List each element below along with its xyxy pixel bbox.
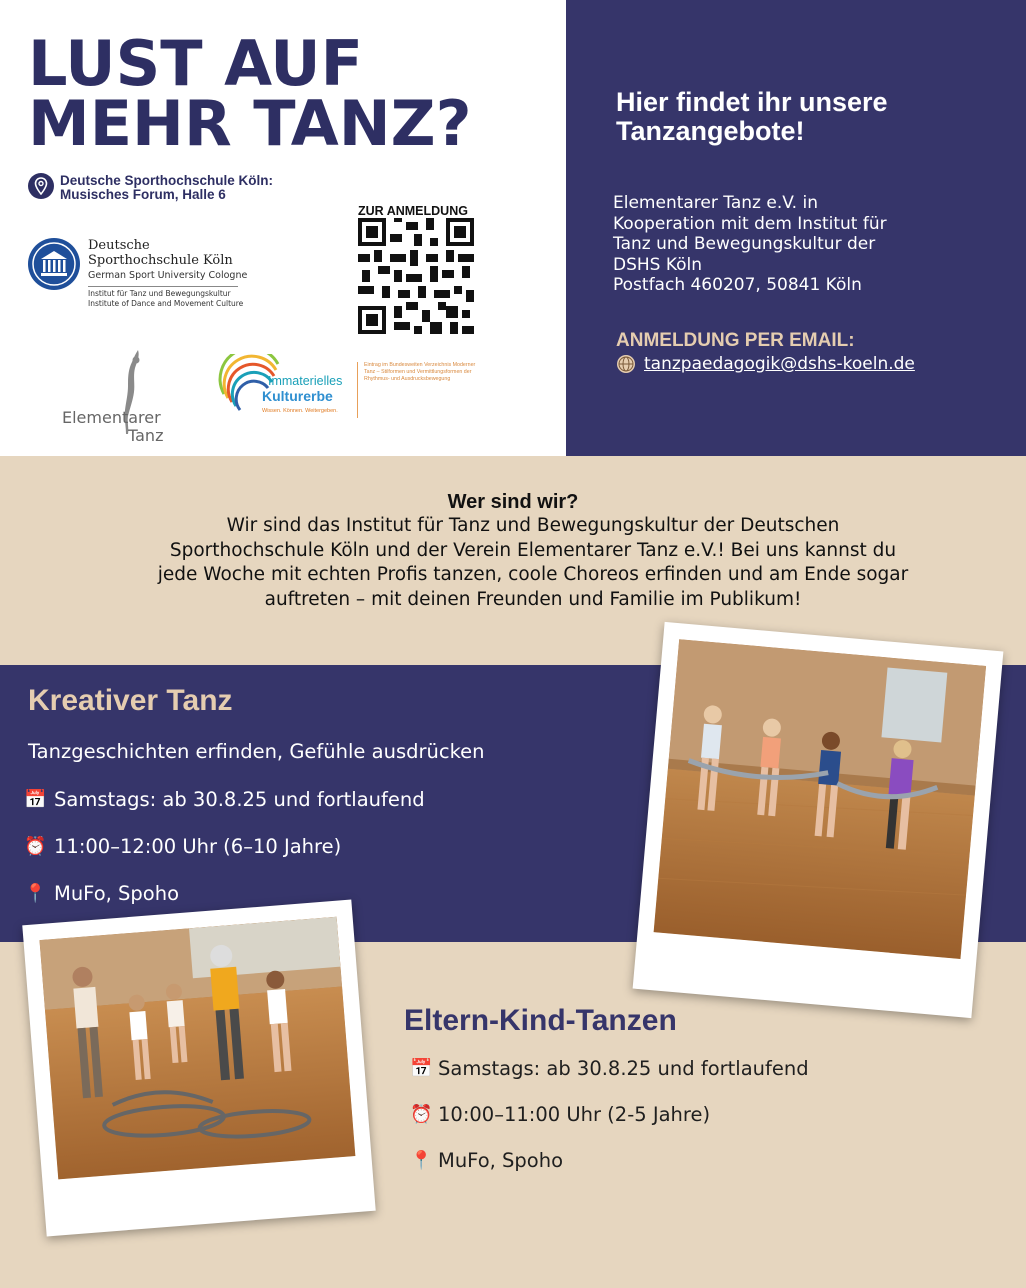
photo-parents-kids-image [39,917,355,1180]
eltern-kind-title: Eltern-Kind-Tanzen [404,1004,677,1037]
eltern-kind-time-text: 10:00–11:00 Uhr (2-5 Jahre) [438,1103,711,1126]
qr-code-icon[interactable] [358,218,474,334]
photo-kids-dancing-image [654,639,986,959]
offers-heading: Hier findet ihr unsere Tanzangebote! [616,87,888,146]
globe-icon [616,354,636,374]
dshs-subtitle: German Sport University Cologne [88,270,248,281]
kreativer-tanz-place-text: MuFo, Spoho [54,882,180,905]
offers-address-line: Tanz und Bewegungskultur der [613,234,876,255]
headline-line-1: LUST AUF [28,27,363,100]
kreativer-tanz-place [24,882,179,905]
eltern-kind-place-text: MuFo, Spoho [438,1149,564,1172]
elementarer-tanz-dancer-icon [62,346,182,446]
location-line-1: Deutsche Sporthochschule Köln: [60,173,274,188]
alarm-clock-icon: ⏰ [24,836,47,857]
dshs-name-1: Deutsche [88,238,150,253]
email-label: ANMELDUNG PER EMAIL: [616,330,855,351]
dshs-logo [28,238,247,309]
email-row [616,354,915,374]
kreativer-tanz-time [24,835,341,858]
intro-line: auftreten – mit deinen Freunden und Familie im Publikum! [264,588,802,610]
kreativer-tanz-title: Kreativer Tanz [28,684,233,717]
calendar-icon: 📅 [410,1058,433,1079]
offers-address-line: DSHS Köln [613,254,703,275]
calendar-icon: 📅 [24,789,47,810]
pin-icon: 📍 [24,883,47,904]
dshs-institute-de: Institut für Tanz und Bewegungskultur [88,289,231,298]
kulturerbe-line-2: Kulturerbe [262,388,333,404]
pin-icon: 📍 [410,1150,433,1171]
offers-address [613,193,953,296]
kreativer-tanz-time-text: 11:00–12:00 Uhr (6–10 Jahre) [54,835,342,858]
intro-body [60,514,1006,612]
kreativer-tanz-date-text: Samstags: ab 30.8.25 und fortlaufend [54,788,425,811]
photo-kreativer-tanz [633,622,1004,1018]
dshs-institute-en: Institute of Dance and Movement Culture [88,299,244,308]
qr-label: ZUR ANMELDUNG [358,204,468,218]
intro-title: Wer sind wir? [447,491,579,513]
kulturerbe-divider [357,362,358,418]
headline-line-2: MEHR TANZ? [28,87,472,160]
eltern-kind-time [410,1103,710,1126]
offers-address-line: Postfach 460207, 50841 Köln [613,275,862,296]
header-left-panel [0,0,566,456]
kreativer-tanz-date [24,788,425,811]
kulturerbe-note: Eintrag im Bundesweiten Verzeichnis Moderner Tanz – Stilformen und Vermittlungsformen der Rhythmus- und Ausdrucksbewegung [364,362,476,382]
elementarer-logo-line-2: Tanz [128,426,164,445]
headline [28,27,472,160]
location [28,174,273,202]
photo-eltern-kind [22,900,375,1237]
kreativer-tanz-description-text: Tanzgeschichten erfinden, Gefühle ausdrücken [28,740,485,763]
email-link[interactable]: tanzpaedagogik@dshs-koeln.de [644,354,915,374]
kreativer-tanz-description [28,740,485,763]
intro-line: Wir sind das Institut für Tanz und Bewegungskultur der Deutschen [226,515,840,536]
dshs-emblem-icon [28,238,80,290]
eltern-kind-date-text: Samstags: ab 30.8.25 und fortlaufend [438,1057,809,1080]
alarm-clock-icon: ⏰ [410,1104,433,1125]
dshs-name-2: Sporthochschule Köln [88,253,233,268]
location-pin-icon [28,173,54,199]
kulturerbe-tagline: Wissen. Können. Weitergeben. [262,408,338,414]
offers-address-line: Kooperation mit dem Institut für [613,213,887,234]
dshs-divider [88,286,238,287]
intro-line: jede Woche mit echten Profis tanzen, coole Choreos erfinden und am Ende sogar [157,564,909,585]
eltern-kind-date [410,1057,809,1080]
offers-panel [566,0,1026,456]
location-line-2: Musisches Forum, Halle 6 [60,187,226,202]
kulturerbe-line-1: Immaterielles [268,374,343,388]
intro-line: Sporthochschule Köln und der Verein Elementarer Tanz e.V.! Bei uns kannst du [169,539,897,561]
offers-address-line: Elementarer Tanz e.V. in [613,193,818,213]
eltern-kind-place [410,1149,563,1172]
elementarer-logo-line-1: Elementarer [62,408,161,427]
